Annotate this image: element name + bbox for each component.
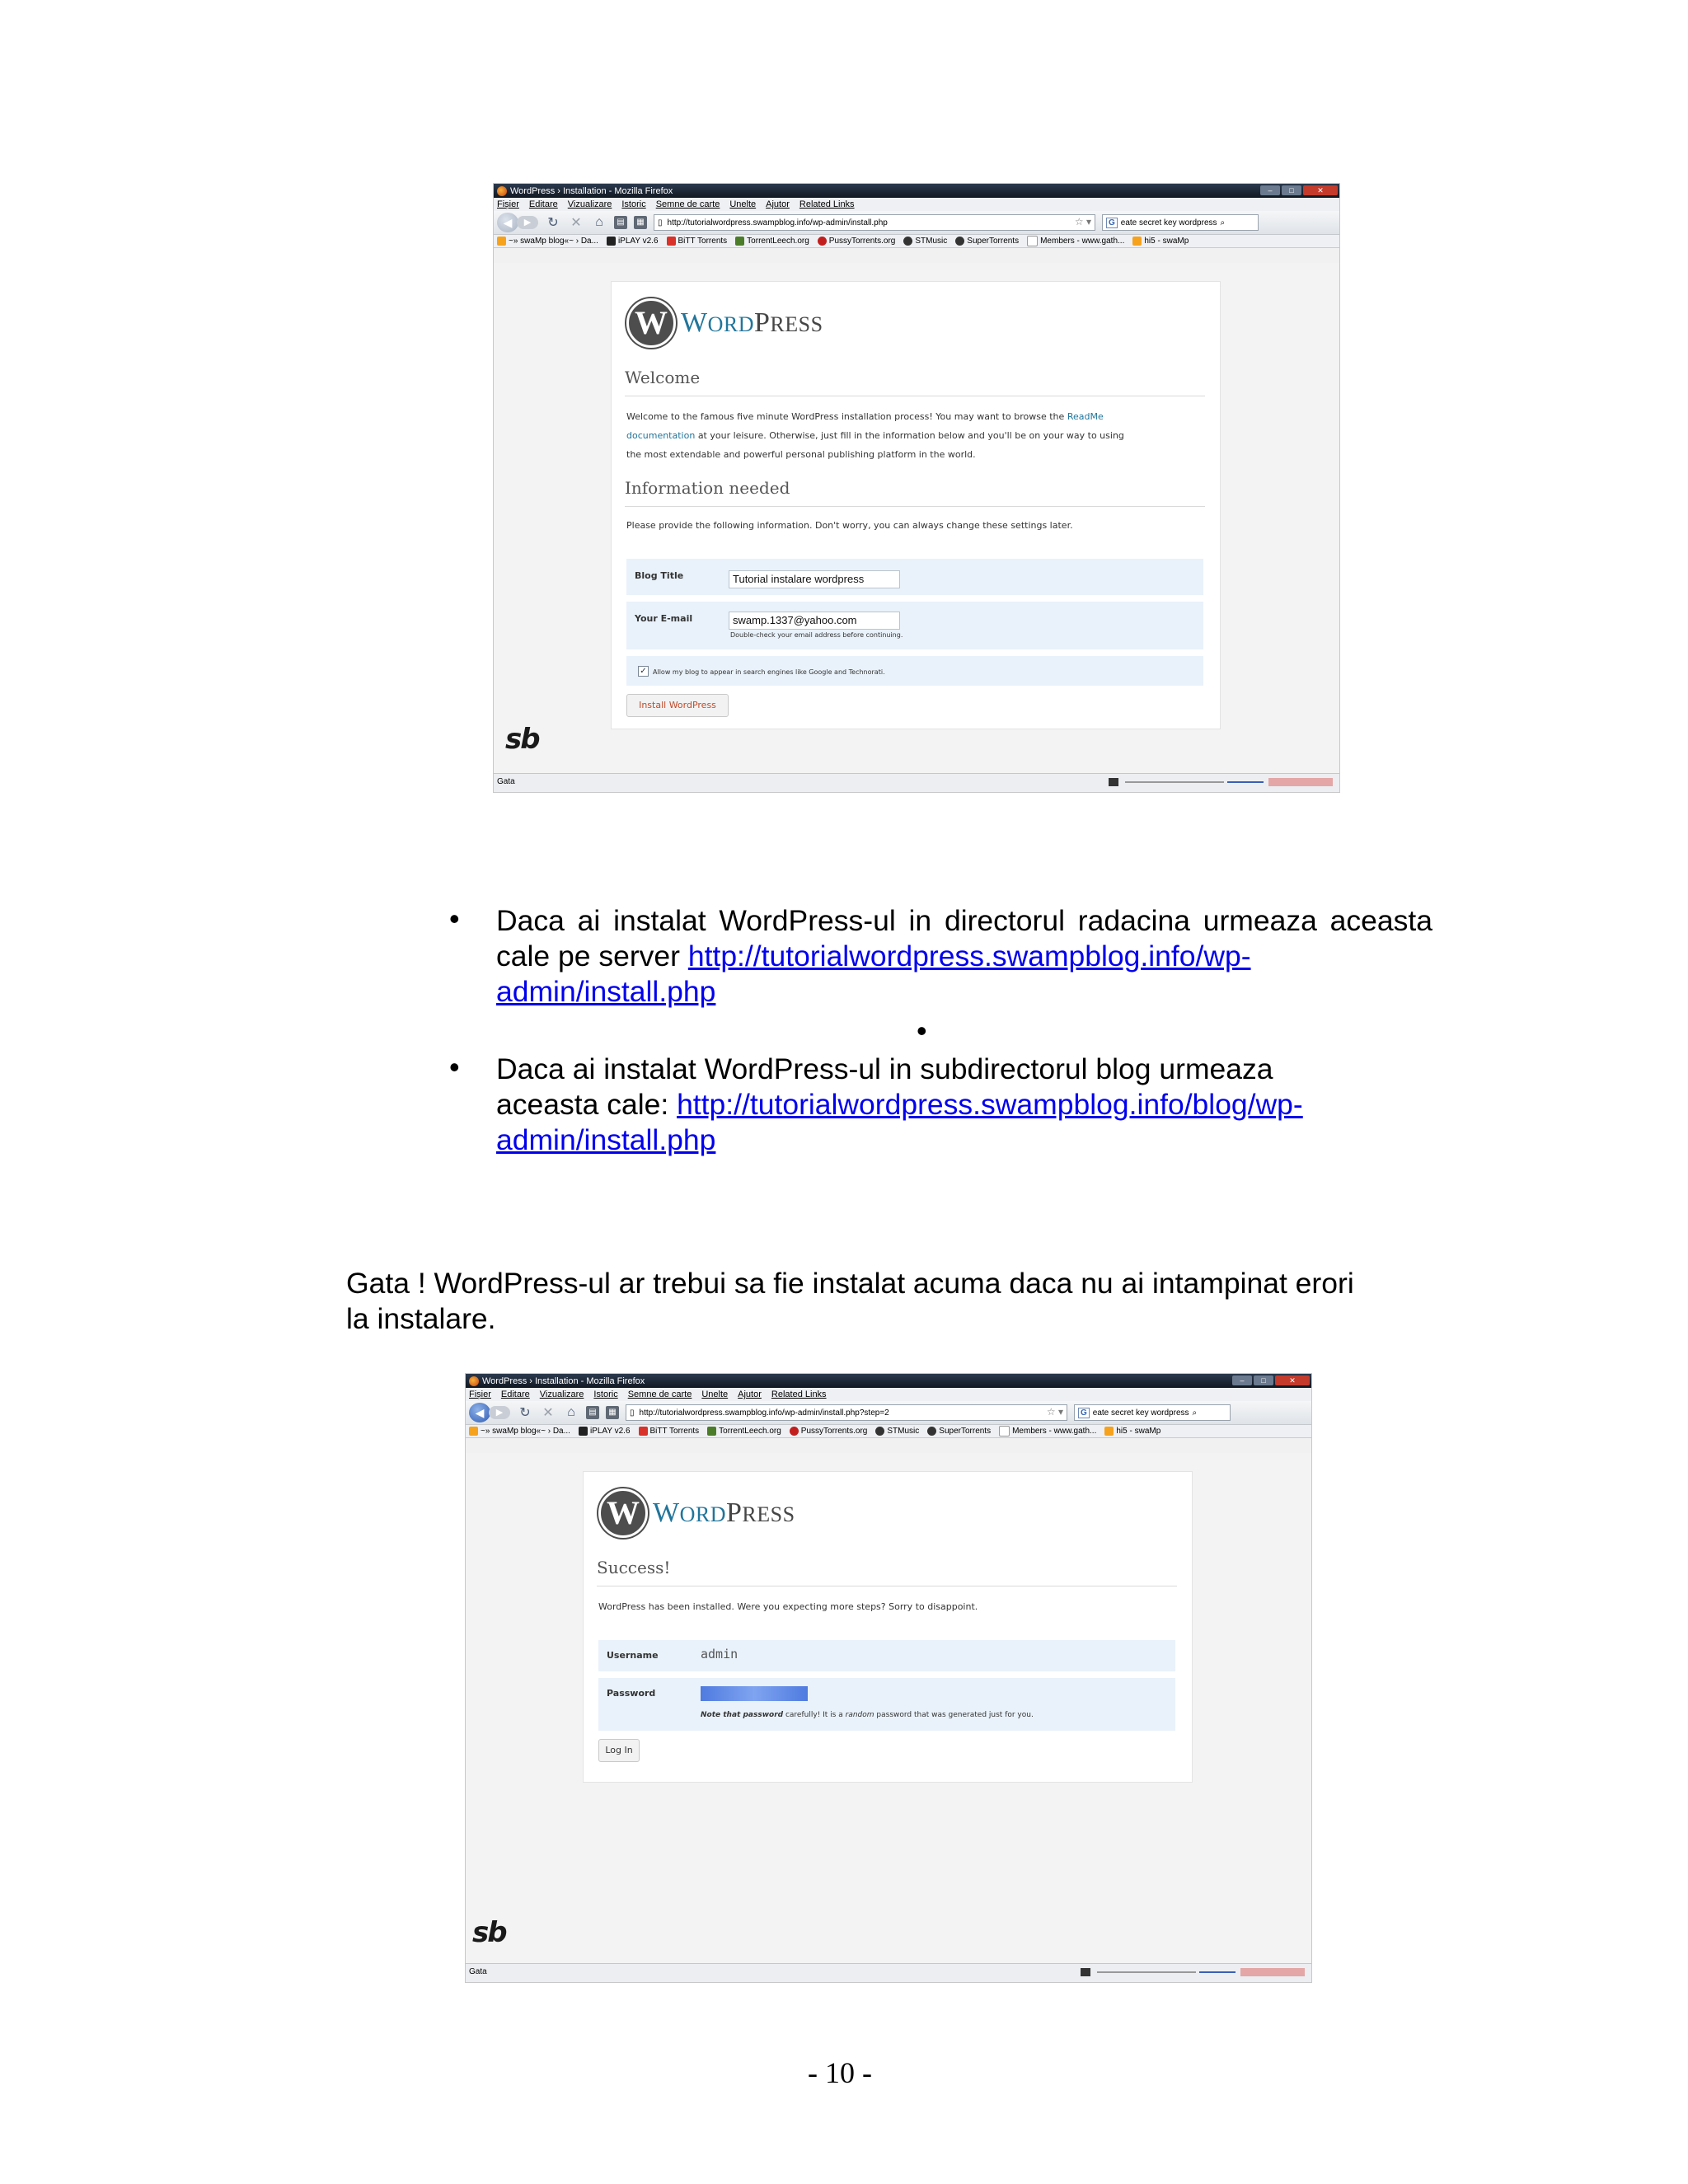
readme-link[interactable]: ReadMe xyxy=(1067,411,1104,422)
status-bar xyxy=(494,773,1339,792)
page-icon: ▯ xyxy=(630,1408,635,1418)
bookmark-item[interactable]: SuperTorrents xyxy=(927,1427,991,1436)
stop-icon[interactable]: ✕ xyxy=(542,1406,554,1420)
sb-watermark-logo: sb xyxy=(472,1916,506,1949)
bookmark-item[interactable]: Members - www.gath... xyxy=(999,1426,1096,1436)
sb-watermark-logo: sb xyxy=(505,723,539,756)
back-arrow-icon[interactable]: ◀ xyxy=(497,213,518,232)
bookmarks-toolbar xyxy=(494,235,1339,248)
bookmark-item[interactable]: SuperTorrents xyxy=(955,237,1019,246)
menu-help[interactable]: Ajutor xyxy=(738,1390,762,1399)
bookmark-star-icon[interactable]: ☆ ▾ xyxy=(1074,216,1091,227)
reload-icon[interactable]: ↻ xyxy=(547,216,559,230)
search-value: eate secret key wordpress xyxy=(1092,1408,1189,1418)
minimize-icon[interactable]: – xyxy=(1260,185,1280,195)
forward-arrow-icon[interactable]: ▶ xyxy=(489,1406,510,1419)
install-wordpress-button[interactable]: Install WordPress xyxy=(626,694,729,717)
stop-icon[interactable]: ✕ xyxy=(570,216,582,230)
url-bar[interactable] xyxy=(626,1404,1067,1421)
search-bar[interactable] xyxy=(1074,1404,1231,1421)
status-indicator xyxy=(1240,1968,1305,1976)
menu-history[interactable]: Istoric xyxy=(593,1390,618,1399)
close-icon[interactable]: ✕ xyxy=(1303,185,1338,195)
maximize-icon[interactable]: □ xyxy=(1254,1376,1273,1385)
menu-bar xyxy=(494,198,1339,211)
menu-file[interactable]: Fișier xyxy=(497,199,519,209)
status-indicator xyxy=(1268,778,1333,786)
password-label: Password xyxy=(607,1688,656,1699)
privacy-checkbox[interactable]: ✓ xyxy=(638,666,649,677)
bookmark-item[interactable]: BiTT Torrents xyxy=(639,1427,700,1436)
menu-tools[interactable]: Unelte xyxy=(701,1390,729,1399)
wordpress-w-icon: W xyxy=(626,298,676,348)
bullet2-link[interactable]: http://tutorialwordpress.swampblog.info/blog/wp- admin/install.php xyxy=(496,1088,1303,1156)
navigation-toolbar xyxy=(466,1401,1311,1425)
bookmark-item[interactable]: iPLAY v2.6 xyxy=(607,237,659,246)
status-addon-icon xyxy=(1081,1968,1090,1976)
password-redacted xyxy=(701,1686,808,1701)
google-icon[interactable]: G xyxy=(1078,1408,1090,1418)
bookmark-item[interactable]: PussyTorrents.org xyxy=(790,1427,868,1436)
bookmarks-toolbar xyxy=(466,1425,1311,1438)
bullet1-link[interactable]: http://tutorialwordpress.swampblog.info/wp- admin/install.php xyxy=(496,940,1251,1008)
password-row xyxy=(598,1678,1175,1731)
page-icon: ▯ xyxy=(658,218,663,227)
install-card xyxy=(611,281,1221,729)
status-text: Gata xyxy=(497,777,515,786)
menu-bookmarks[interactable]: Semne de carte xyxy=(655,199,720,209)
minimize-icon[interactable]: – xyxy=(1232,1376,1252,1385)
information-heading: Information needed xyxy=(625,478,790,498)
documentation-link[interactable]: documentation xyxy=(626,430,696,441)
menu-tools[interactable]: Unelte xyxy=(729,199,757,209)
status-slider[interactable] xyxy=(1125,778,1224,783)
firefox-icon xyxy=(497,186,507,196)
wordpress-logo: W WORDPRESS xyxy=(626,298,823,348)
menu-edit[interactable]: Editare xyxy=(500,1390,530,1399)
menu-bar xyxy=(466,1388,1311,1401)
window-titlebar xyxy=(466,1374,1311,1388)
page-content xyxy=(466,1453,1311,1964)
username-value: admin xyxy=(701,1647,738,1661)
username-row xyxy=(598,1640,1175,1671)
forward-arrow-icon[interactable]: ▶ xyxy=(517,216,538,229)
status-addon-icon xyxy=(1109,778,1118,786)
url-text: http://tutorialwordpress.swampblog.info/wp-admin/install.php?step=2 xyxy=(639,1408,889,1418)
bookmark-item[interactable]: hi5 - swaMp xyxy=(1132,237,1189,246)
status-counter xyxy=(1227,778,1264,783)
blog-title-label: Blog Title xyxy=(635,570,684,581)
blog-title-input[interactable]: Tutorial instalare wordpress xyxy=(729,570,900,588)
page-number: - 10 - xyxy=(808,2056,872,2089)
toolbar-addon-icon-2[interactable]: ▦ xyxy=(634,216,647,229)
menu-view[interactable]: Vizualizare xyxy=(567,199,612,209)
email-row xyxy=(626,602,1203,649)
wordpress-w-icon: W xyxy=(598,1488,648,1538)
navigation-toolbar xyxy=(494,211,1339,235)
google-icon[interactable]: G xyxy=(1106,218,1118,228)
window-title: WordPress › Installation - Mozilla Firefox xyxy=(482,1376,645,1386)
log-in-button[interactable]: Log In xyxy=(598,1739,640,1762)
blog-title-row xyxy=(626,559,1203,595)
welcome-heading: Welcome xyxy=(625,368,701,387)
menu-history[interactable]: Istoric xyxy=(621,199,646,209)
maximize-icon[interactable]: □ xyxy=(1282,185,1301,195)
menu-help[interactable]: Ajutor xyxy=(766,199,790,209)
close-icon[interactable]: ✕ xyxy=(1275,1376,1310,1385)
bookmark-item[interactable]: ~» swaMp blog«~ › Da... xyxy=(497,237,598,246)
toolbar-addon-icon[interactable]: ▤ xyxy=(586,1406,599,1419)
bookmark-star-icon[interactable]: ☆ ▾ xyxy=(1046,1406,1063,1418)
conclusion-paragraph: Gata ! WordPress-ul ar trebui sa fie instalat acuma daca nu ai intampinat erori la instalare. xyxy=(346,1267,1354,1335)
toolbar-addon-icon[interactable]: ▤ xyxy=(614,216,627,229)
status-bar xyxy=(466,1963,1311,1982)
email-hint: Double-check your email address before continuing. xyxy=(730,631,903,639)
back-arrow-icon[interactable]: ◀ xyxy=(469,1403,490,1422)
search-icon[interactable]: ⌕ xyxy=(1220,218,1226,227)
toolbar-addon-icon-2[interactable]: ▦ xyxy=(606,1406,619,1419)
bookmark-item[interactable]: Members - www.gath... xyxy=(1027,236,1124,246)
status-counter xyxy=(1199,1968,1236,1973)
status-text: Gata xyxy=(469,1967,487,1976)
success-card xyxy=(583,1471,1193,1783)
information-text: Please provide the following information. Don't worry, you can always change these settings later. xyxy=(626,520,1073,531)
bookmark-item[interactable]: STMusic xyxy=(875,1427,919,1436)
success-text: WordPress has been installed. Were you expecting more steps? Sorry to disappoint. xyxy=(598,1601,978,1612)
email-label: Your E-mail xyxy=(635,613,693,624)
url-text: http://tutorialwordpress.swampblog.info/wp-admin/install.php xyxy=(667,218,888,227)
screenshot-install-page xyxy=(493,183,1340,793)
bookmark-item[interactable]: TorrentLeech.org xyxy=(735,237,809,246)
success-heading: Success! xyxy=(597,1558,671,1577)
bookmark-item[interactable]: iPLAY v2.6 xyxy=(579,1427,631,1436)
page-content xyxy=(494,263,1339,774)
email-input[interactable]: swamp.1337@yahoo.com xyxy=(729,612,900,630)
menu-related-links[interactable]: Related Links xyxy=(799,199,855,209)
menu-edit[interactable]: Editare xyxy=(528,199,558,209)
password-note: Note that password carefully! It is a random password that was generated just for you. xyxy=(701,1711,1034,1719)
username-label: Username xyxy=(607,1650,659,1661)
bullet-icon: • xyxy=(449,1050,460,1084)
bookmark-item[interactable]: BiTT Torrents xyxy=(667,237,728,246)
bookmark-item[interactable]: TorrentLeech.org xyxy=(707,1427,781,1436)
privacy-label: Allow my blog to appear in search engines like Google and Technorati. xyxy=(653,668,885,676)
menu-related-links[interactable]: Related Links xyxy=(771,1390,827,1399)
wordpress-logo: W WORDPRESS xyxy=(598,1488,795,1538)
divider xyxy=(625,506,1205,507)
bullet1-paragraph: Daca ai instalat WordPress-ul in directorul radacina urmeaza aceasta cale pe server http://tutorialwordpress.swampblog.info/wp- admin/install.php xyxy=(496,904,1432,1008)
bullet2-paragraph: Daca ai instalat WordPress-ul in subdirectorul blog urmeaza aceasta cale: http://tutorialwordpress.swampblog.info/blog/wp- admin/install.php xyxy=(496,1052,1303,1156)
home-icon[interactable]: ⌂ xyxy=(567,1405,575,1419)
screenshot-success-page xyxy=(465,1373,1312,1983)
status-slider[interactable] xyxy=(1097,1968,1196,1973)
window-title: WordPress › Installation - Mozilla Firefox xyxy=(510,185,673,196)
bullet-icon: • xyxy=(449,902,460,935)
menu-view[interactable]: Vizualizare xyxy=(539,1390,584,1399)
home-icon[interactable]: ⌂ xyxy=(595,215,603,229)
url-bar[interactable] xyxy=(654,214,1095,231)
bookmark-item[interactable]: STMusic xyxy=(903,237,947,246)
search-bar[interactable] xyxy=(1102,214,1259,231)
welcome-text: Welcome to the famous five minute WordPress installation process! You may want to browse the ReadMe documentation at your leisure. Otherwise, just fill in the information below and you'll be on your way to using the most extendable and powerful personal publishing platform in the world. xyxy=(626,411,1124,460)
bookmark-item[interactable]: PussyTorrents.org xyxy=(818,237,896,246)
firefox-icon xyxy=(469,1376,479,1386)
menu-bookmarks[interactable]: Semne de carte xyxy=(627,1390,692,1399)
bookmark-item[interactable]: hi5 - swaMp xyxy=(1104,1427,1160,1436)
reload-icon[interactable]: ↻ xyxy=(519,1406,531,1420)
bookmark-item[interactable]: ~» swaMp blog«~ › Da... xyxy=(469,1427,570,1436)
window-titlebar xyxy=(494,184,1339,198)
search-icon[interactable]: ⌕ xyxy=(1192,1408,1198,1418)
bullet-icon: • xyxy=(917,1014,927,1047)
search-value: eate secret key wordpress xyxy=(1120,218,1217,227)
menu-file[interactable]: Fișier xyxy=(469,1390,491,1399)
